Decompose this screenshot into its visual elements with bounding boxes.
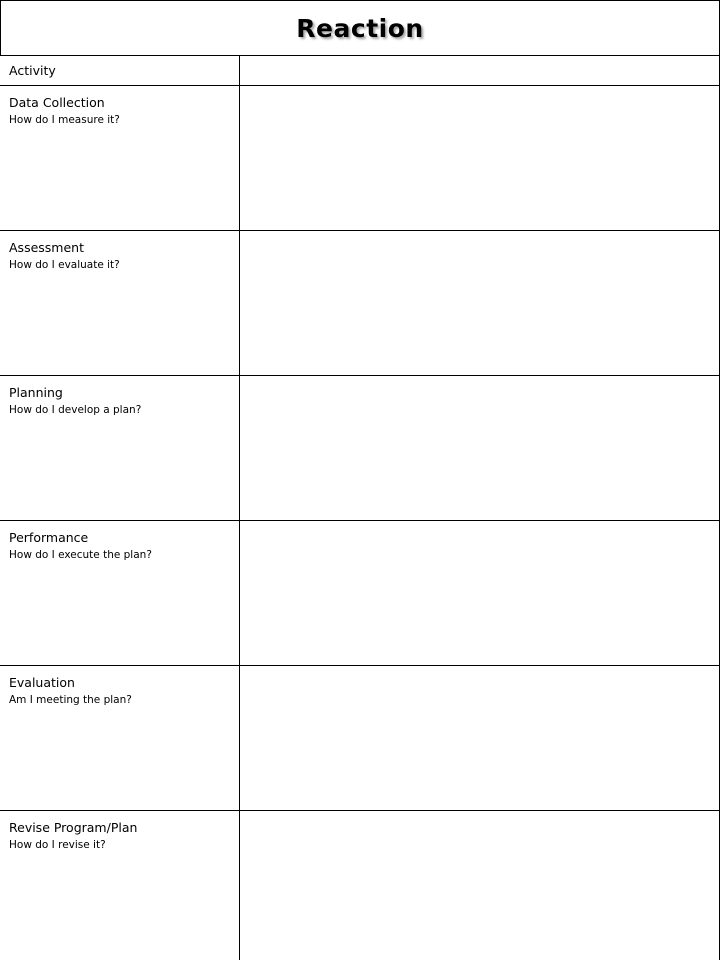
reaction-table (0, 55, 720, 960)
activity-label: Activity (9, 63, 56, 78)
row-question: How do I measure it? (9, 114, 120, 126)
page-title: Reaction (296, 13, 424, 43)
table-row-assessment (0, 230, 720, 375)
row-label: Data Collection (9, 95, 105, 110)
title-banner (0, 0, 720, 56)
table-row-planning (0, 375, 720, 520)
table-row-data-collection (0, 85, 720, 230)
row-question: Am I meeting the plan? (9, 694, 132, 706)
row-question: How do I revise it? (9, 839, 106, 851)
table-row-performance (0, 520, 720, 665)
performance-entry-cell[interactable] (240, 520, 720, 665)
revise-entry-cell[interactable] (240, 810, 720, 960)
row-label: Assessment (9, 240, 84, 255)
planning-entry-cell[interactable] (240, 375, 720, 520)
row-label: Evaluation (9, 675, 75, 690)
evaluation-entry-cell[interactable] (240, 665, 720, 810)
row-question: How do I evaluate it? (9, 259, 120, 271)
row-label-cell (0, 665, 240, 810)
table-row-activity (0, 55, 720, 85)
row-question: How do I develop a plan? (9, 404, 142, 416)
activity-entry-cell[interactable] (240, 55, 720, 85)
table-row-revise (0, 810, 720, 960)
row-label-cell (0, 520, 240, 665)
row-label-cell (0, 375, 240, 520)
row-label-cell (0, 55, 240, 85)
row-label: Planning (9, 385, 63, 400)
row-question: How do I execute the plan? (9, 549, 152, 561)
row-label: Performance (9, 530, 89, 545)
row-label-cell (0, 85, 240, 230)
row-label-cell (0, 810, 240, 960)
row-label-cell (0, 230, 240, 375)
assessment-entry-cell[interactable] (240, 230, 720, 375)
row-label: Revise Program/Plan (9, 820, 138, 835)
data-collection-entry-cell[interactable] (240, 85, 720, 230)
table-row-evaluation (0, 665, 720, 810)
